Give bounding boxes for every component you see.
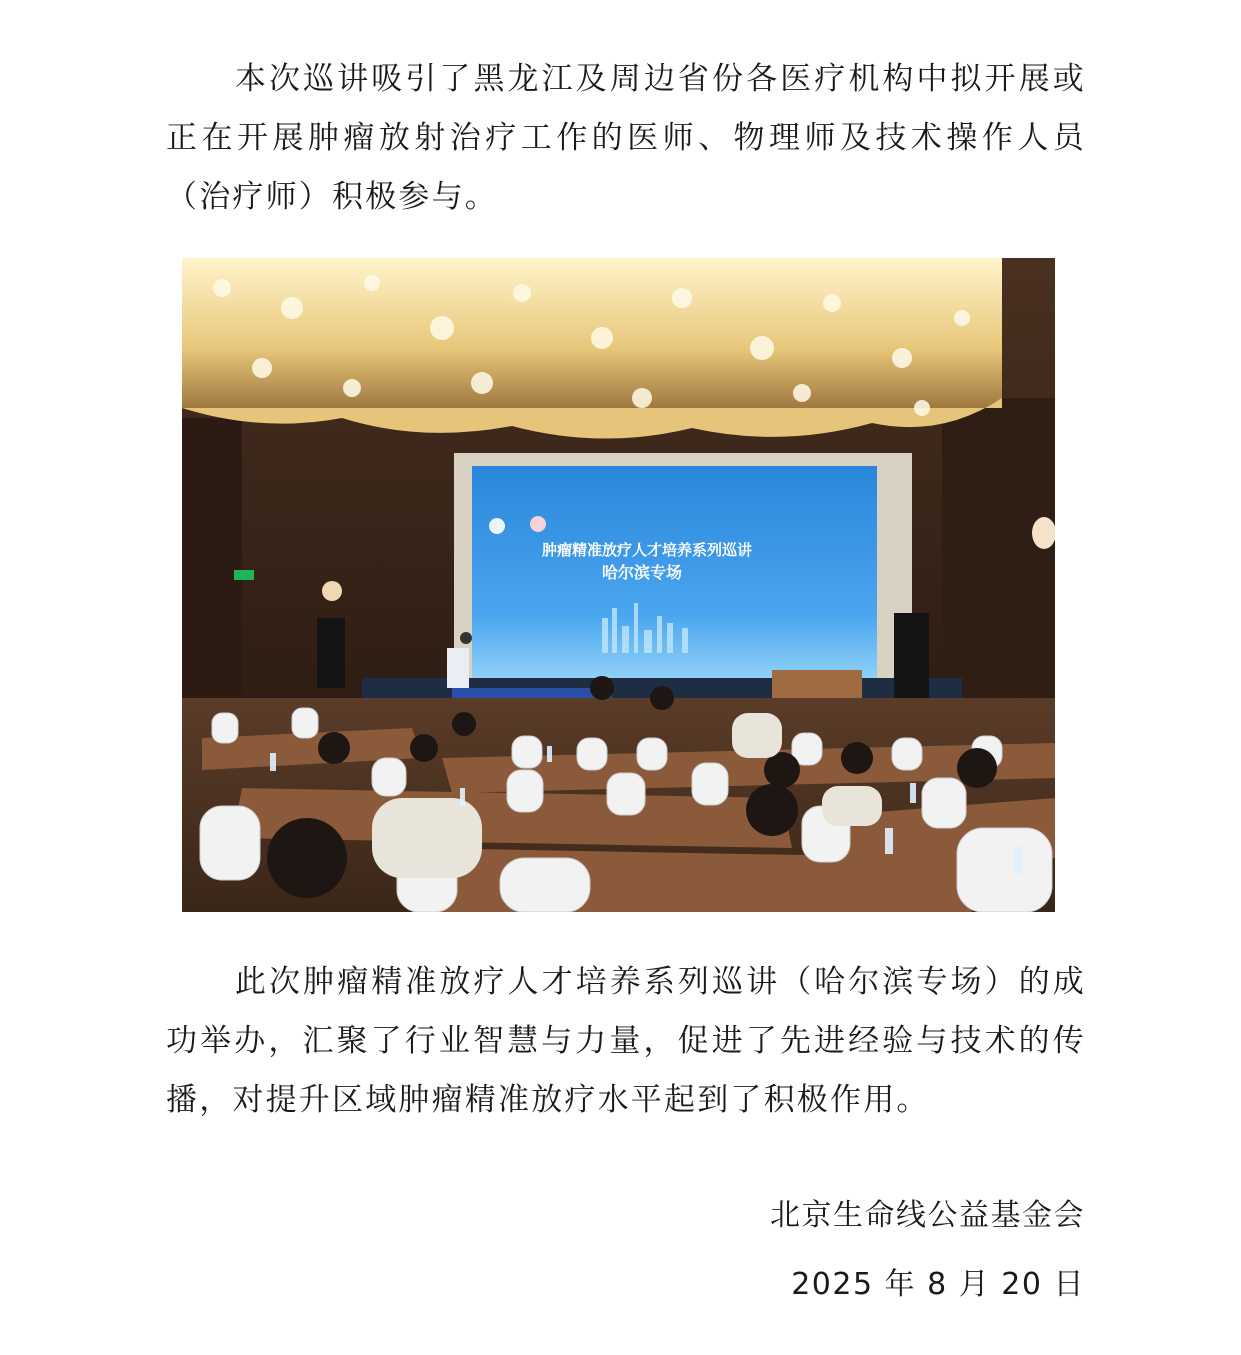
paragraph-summary xyxy=(166,953,1086,1130)
signature-date: 2025 年 8 月 20 日 xyxy=(791,1267,1085,1302)
paragraph-summary-text: 此次肿瘤精准放疗人才培养系列巡讲（哈尔滨专场）的成功举办，汇聚了行业智慧与力量，促进了先进经验与技术的传播，对提升区域肿瘤精准放疗水平起到了积极作用。 xyxy=(166,964,1086,1118)
event-photo xyxy=(182,258,1055,912)
side-table xyxy=(772,670,862,700)
lantern-right xyxy=(1032,517,1055,549)
screen-seal-icon xyxy=(530,516,546,532)
screen-logo-icon xyxy=(489,518,505,534)
loudspeaker-left xyxy=(317,618,345,688)
exit-sign xyxy=(234,570,254,580)
paragraph-intro-text: 本次巡讲吸引了黑龙江及周边省份各医疗机构中拟开展或正在开展肿瘤放射治疗工作的医师、物理师及技术操作人员（治疗师）积极参与。 xyxy=(166,61,1086,215)
screen-title: 肿瘤精准放疗人才培养系列巡讲 xyxy=(542,541,753,559)
paragraph-intro xyxy=(166,50,1086,227)
podium xyxy=(447,648,469,688)
lantern-left xyxy=(322,581,342,601)
speaker-figure xyxy=(460,632,472,644)
left-wall-panel xyxy=(182,418,242,718)
screen-subtitle: 哈尔滨专场 xyxy=(602,563,683,582)
chandelier xyxy=(182,258,1002,439)
signature-organization: 北京生命线公益基金会 xyxy=(770,1198,1085,1233)
conference-hall-illustration xyxy=(182,258,1055,912)
right-wall-panel xyxy=(942,398,1055,718)
